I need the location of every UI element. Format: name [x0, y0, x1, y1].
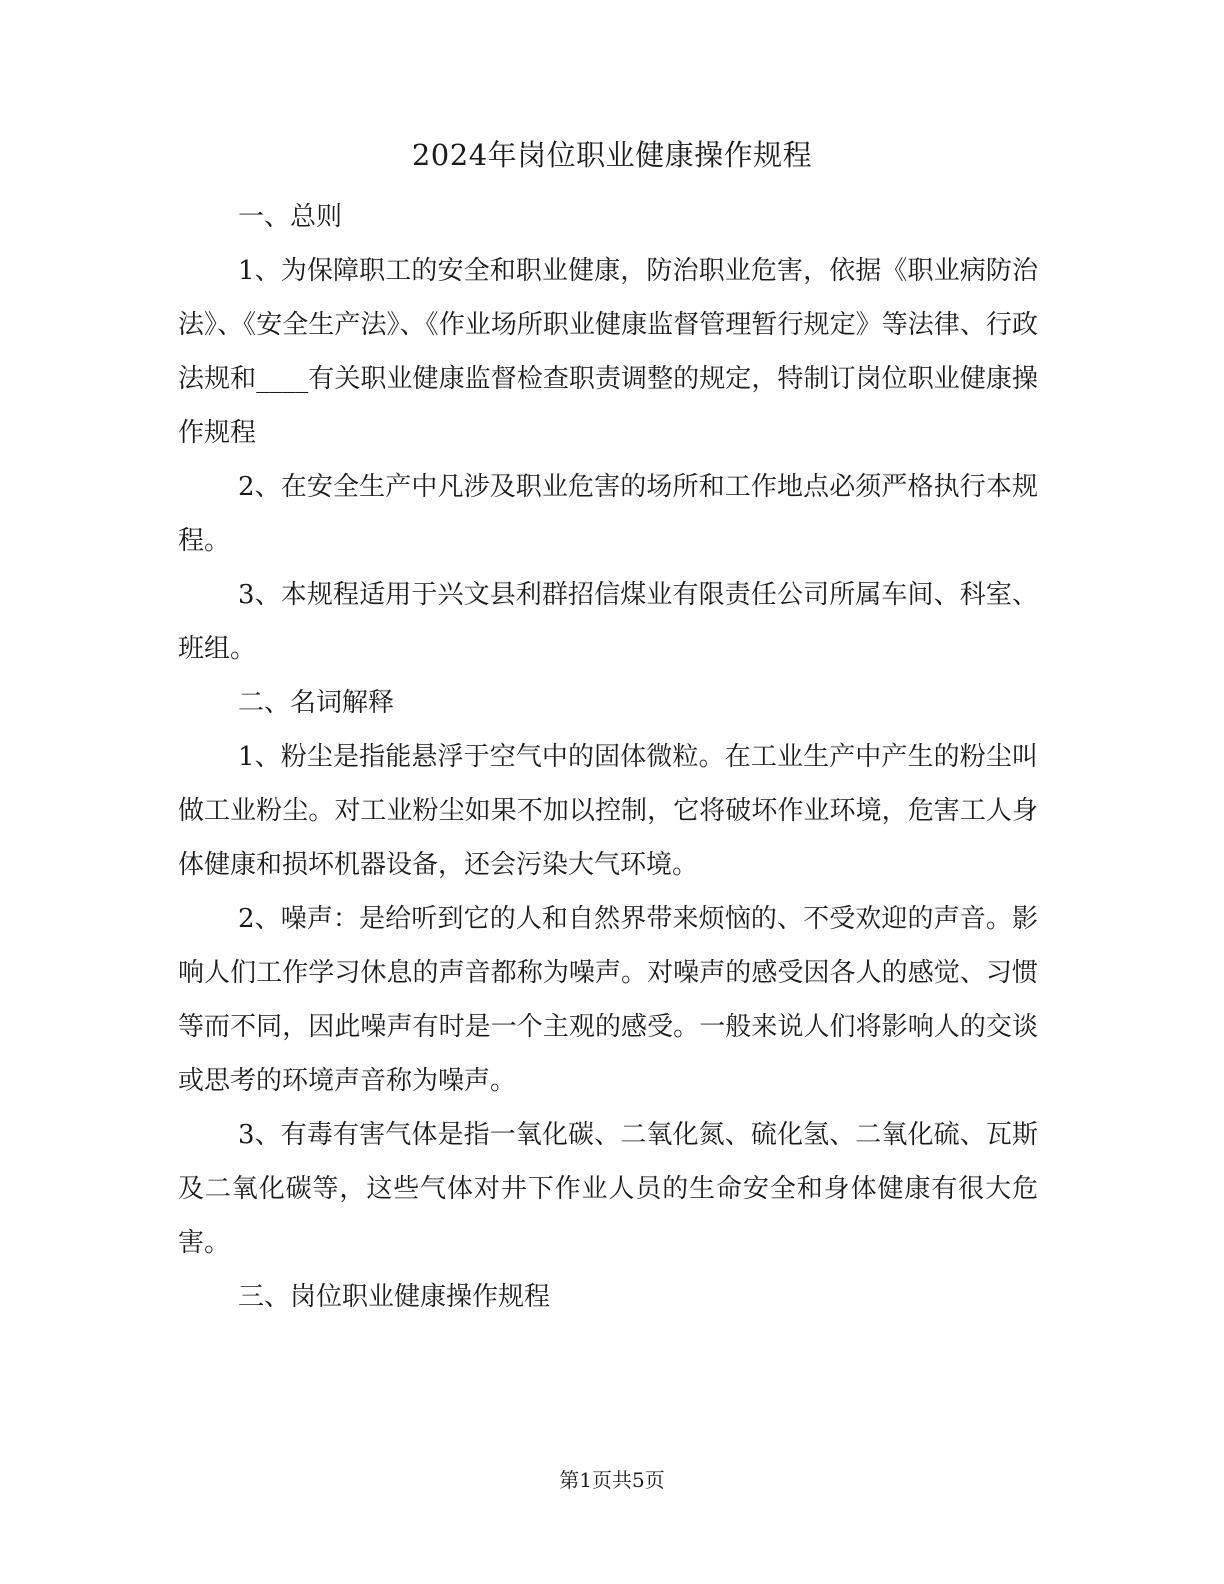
paragraph-definition-toxic-gas: 3、有毒有害气体是指一氧化碳、二氧化氮、硫化氢、二氧化硫、瓦斯及二氧化碳等，这些气体对井下作业人员的生命安全和身体健康有很大危害。 [178, 1120, 1038, 1258]
paragraph-definition-noise: 2、噪声：是给听到它的人和自然界带来烦恼的、不受欢迎的声音。影响人们工作学习休息的声音都称为噪声。对噪声的感受因各人的感觉、习惯等而不同，因此噪声有时是一个主观的感受。一般来说人们将影响人的交谈或思考的环境声音称为噪声。 [178, 904, 1038, 1096]
paragraph-general-1: 1、为保障职工的安全和职业健康，防治职业危害，依据《职业病防治法》、《安全生产法》、《作业场所职业健康监督管理暂行规定》等法律、行政法规和____有关职业健康监督检查职责调整的规定，特制订岗位职业健康操作规程 [178, 256, 1038, 448]
document-title: 2024年岗位职业健康操作规程 [411, 138, 813, 172]
section-heading-procedures: 三、岗位职业健康操作规程 [238, 1282, 551, 1312]
section-heading-general: 一、总则 [238, 202, 343, 232]
paragraph-general-2: 2、在安全生产中凡涉及职业危害的场所和工作地点必须严格执行本规程。 [178, 472, 1038, 556]
paragraph-definition-dust: 1、粉尘是指能悬浮于空气中的固体微粒。在工业生产中产生的粉尘叫做工业粉尘。对工业粉尘如果不加以控制，它将破坏作业环境，危害工人身体健康和损坏机器设备，还会污染大气环境。 [178, 742, 1038, 880]
document-body [178, 190, 1038, 1324]
page-number: 第1页共5页 [559, 1468, 665, 1492]
section-heading-definitions: 二、名词解释 [238, 688, 395, 718]
paragraph-general-3: 3、本规程适用于兴文县利群招信煤业有限责任公司所属车间、科室、班组。 [178, 580, 1038, 664]
